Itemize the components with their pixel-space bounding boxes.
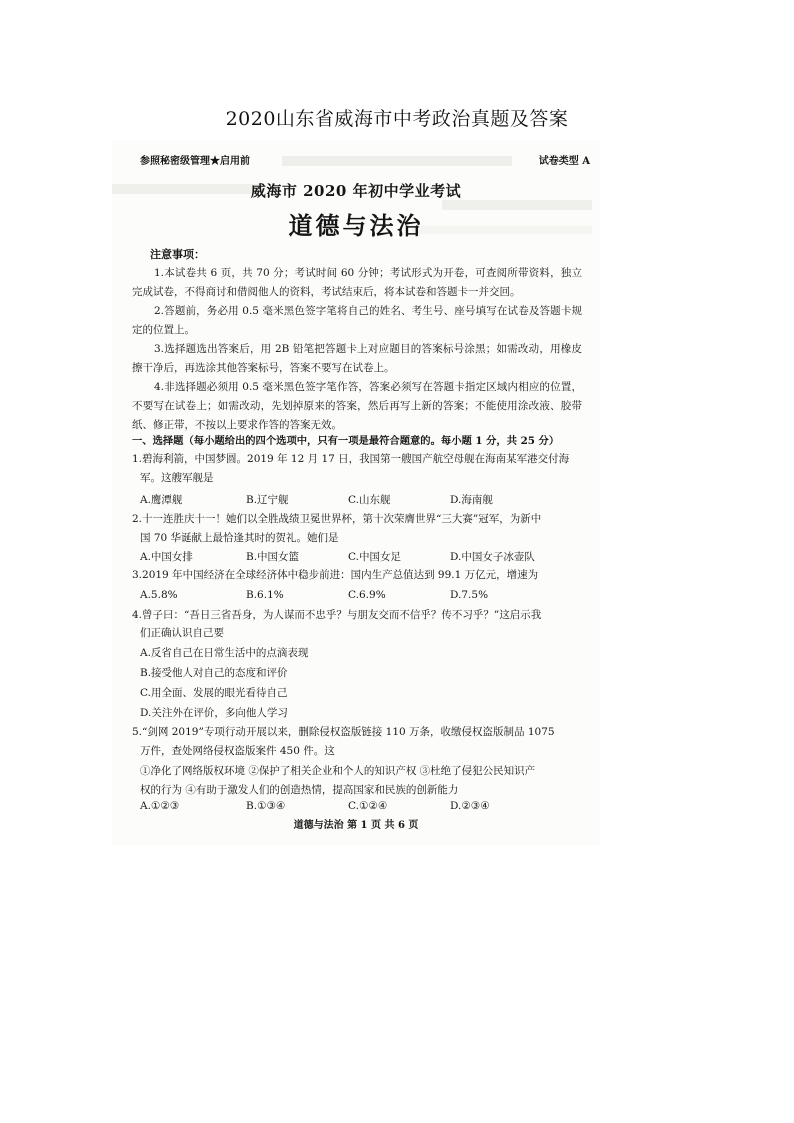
question-2-option-a: A.中国女排 — [140, 551, 193, 563]
question-3-stem: 3.2019 年中国经济在全球经济体中稳步前进：国内生产总值达到 99.1 万亿元，增速为 — [132, 569, 539, 581]
question-4-option-c: C.用全面、发展的眼光看待自己 — [140, 687, 288, 699]
question-1-stem: 1.碧海利箭，中国梦圆。2019 年 12 月 17 日，我国第一艘国产航空母舰在海南某军港交付海 — [132, 453, 570, 465]
question-5-statements: 权的行为 ④有助于激发人们的创造热情，提高国家和民族的创新能力 — [140, 784, 459, 796]
question-3-option-b: B.6.1% — [246, 589, 284, 601]
question-3-option-c: C.6.9% — [348, 589, 386, 601]
question-1-stem: 军。这艘军舰是 — [140, 472, 214, 484]
question-4-option-d: D.关注外在评价，多向他人学习 — [140, 707, 288, 719]
question-5-option-c: C.①②④ — [348, 800, 388, 812]
question-3-option-a: A.5.8% — [140, 589, 178, 601]
question-4-option-a: A.反省自己在日常生活中的点滴表现 — [140, 647, 309, 659]
exam-title: 威海市 2020 年初中学业考试 — [250, 182, 462, 200]
question-5-stem: 万件，查处网络侵权盗版案件 450 件。这 — [140, 745, 335, 757]
question-5-option-a: A.①②③ — [140, 800, 180, 812]
question-1-option-b: B.辽宁舰 — [246, 494, 289, 506]
question-5-stem: 5.“剑网 2019”专项行动开展以来，删除侵权盗版链接 110 万条，收缴侵权盗版制品 1075 — [132, 726, 555, 738]
section-heading: 一、选择题（每小题给出的四个选项中，只有一项是最符合题意的。每小题 1 分，共 25 分） — [132, 435, 560, 447]
question-5-option-d: D.②③④ — [450, 800, 490, 812]
question-1-option-c: C.山东舰 — [348, 494, 391, 506]
question-3-option-d: D.7.5% — [450, 589, 489, 601]
confidentiality-label: 参照秘密级管理★启用前 — [140, 156, 250, 167]
question-4-stem: 4.曾子曰：“吾日三省吾身，为人谋而不忠乎？与朋友交而不信乎？传不习乎？”这启示我 — [132, 609, 542, 621]
question-1-option-a: A.鹰潭舰 — [140, 494, 183, 506]
scanned-exam-page — [112, 140, 600, 845]
subject-title: 道德与法治 — [288, 211, 424, 240]
question-4-stem: 们正确认识自己要 — [140, 627, 224, 639]
question-4-option-b: B.接受他人对自己的态度和评价 — [140, 667, 288, 679]
document-title: 2020山东省威海市中考政治真题及答案 — [225, 108, 569, 130]
question-5-statements: ①净化了网络版权环境 ②保护了相关企业和个人的知识产权 ③杜绝了侵犯公民知识产 — [140, 765, 536, 777]
note-item: 3.选择题选出答案后，用 2B 铅笔把答题卡上对应题目的答案标号涂黑；如需改动，用橡皮擦干净后，再选涂其他答案标号，答案不要写在试卷上。 — [132, 343, 582, 374]
paper-type-label: 试卷类型 A — [538, 156, 590, 167]
question-5-option-b: B.①③④ — [246, 800, 286, 812]
page-footer: 道德与法治 第 1 页 共 6 页 — [293, 820, 419, 831]
question-1-option-d: D.海南舰 — [450, 494, 493, 506]
note-item: 4.非选择题必须用 0.5 毫米黑色签字笔作答，答案必须写在答题卡指定区域内相应的位置，不要写在试卷上；如需改动，先划掉原来的答案，然后再写上新的答案；不能使用涂改液、胶带纸、修正带，不按以上要求作答的答案无效。 — [132, 381, 582, 431]
question-2-stem: 国 70 华诞献上最恰逢其时的贺礼。她们是 — [140, 532, 339, 544]
question-2-stem: 2.十一连胜庆十一！她们以全胜战绩卫冕世界杯，第十次荣膺世界“三大赛”冠军，为新中 — [132, 513, 542, 525]
notes-heading: 注意事项： — [150, 248, 205, 261]
show-through-smudge — [282, 156, 512, 166]
note-item: 1.本试卷共 6 页，共 70 分；考试时间 60 分钟；考试形式为开卷，可查阅所带资料，独立完成试卷，不得商讨和借阅他人的资料，考试结束后，将本试卷和答题卡一并交回。 — [132, 267, 582, 298]
question-2-option-d: D.中国女子冰壶队 — [450, 551, 535, 563]
note-item: 2.答题前，务必用 0.5 毫米黑色签字笔将自己的姓名、考生号、座号填写在试卷及答题卡规定的位置上。 — [132, 305, 582, 336]
question-2-option-b: B.中国女篮 — [246, 551, 300, 563]
question-2-option-c: C.中国女足 — [348, 551, 401, 563]
